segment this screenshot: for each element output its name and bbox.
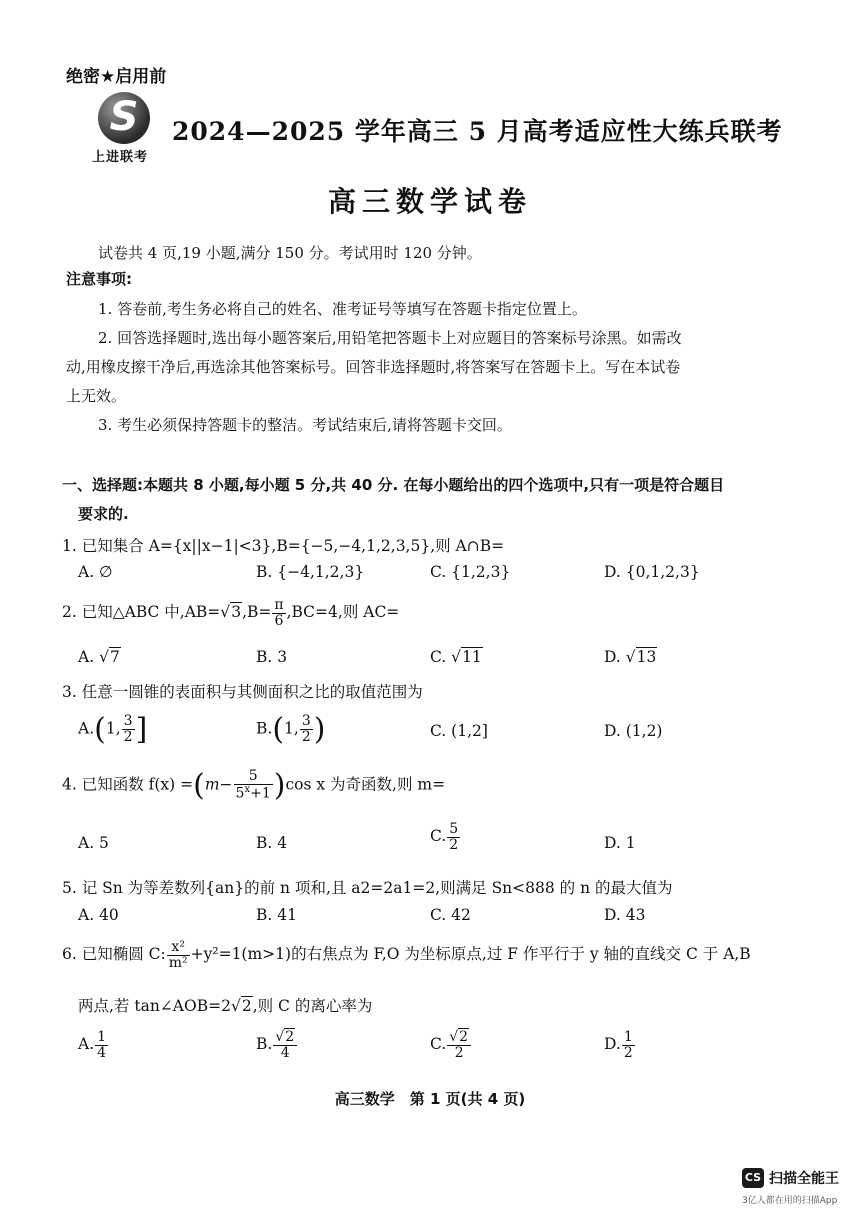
q2-fraction: [272, 598, 285, 628]
q6-b-label: B.: [256, 1035, 273, 1054]
q4-stem-post: cos x 为奇函数,则 m=: [285, 775, 446, 794]
q1-option-d: D. {0,1,2,3}: [604, 563, 700, 581]
question-1-stem: 1. 已知集合 A={x||x−1|<3},B={−5,−4,1,2,3,5},则 A∩B=: [62, 537, 505, 555]
q4-frac-num: 5: [234, 769, 273, 785]
q2-stem-pre: 2. 已知△ABC 中,AB=: [62, 603, 221, 622]
section-heading-line2: 要求的.: [78, 505, 129, 523]
q2-a-radicand: 7: [109, 648, 120, 666]
exam-logo: [94, 92, 158, 166]
q4-den-base: 5: [235, 785, 245, 802]
q6-c-frac-num: √2: [447, 1030, 471, 1046]
q5-option-c: C. 42: [430, 906, 471, 924]
q3-option-c: C. (1,2]: [430, 722, 488, 740]
q6-c-fraction: [447, 1030, 471, 1060]
q3-option-a: [78, 712, 147, 747]
q3-a-inner: 1,: [105, 719, 121, 738]
question-4-stem: [62, 768, 445, 803]
note-3: 3. 考生必须保持答题卡的整洁。考试结束后,请将答题卡交回。: [98, 416, 512, 434]
q4-option-d: D. 1: [604, 834, 636, 852]
q6-d-frac-num: 1: [623, 1029, 633, 1045]
exam-title: 2024—2025 学年高三 5 月高考适应性大练兵联考: [172, 117, 783, 146]
q6-b-frac-den: 4: [280, 1044, 290, 1061]
note-2c: 上无效。: [66, 387, 127, 405]
page-footer: 高三数学 第 1 页(共 4 页): [334, 1090, 526, 1108]
q2-stem-post: ,BC=4,则 AC=: [286, 603, 400, 622]
q4-option-a: A. 5: [78, 834, 109, 852]
q2-option-d: [604, 648, 657, 666]
q6-b-radicand: 2: [285, 1029, 295, 1045]
q2-c-label: C.: [430, 648, 447, 666]
q6-fraction: [167, 940, 190, 970]
q3-a-fraction: [122, 714, 135, 744]
q6-c-radicand: 2: [459, 1029, 469, 1045]
logo-s-icon: S: [109, 94, 139, 140]
q2-d-radicand: 13: [636, 648, 657, 666]
q6-option-b: [256, 1030, 298, 1060]
q6-c-label: C.: [430, 1035, 447, 1054]
q4-stem-pre: 4. 已知函数 f(x) =: [62, 775, 194, 794]
q6-option-c: [430, 1030, 472, 1060]
q6-a-label: A.: [78, 1035, 95, 1054]
q6-d-label: D.: [604, 1035, 621, 1054]
camscanner-subtitle: 3亿人都在用的扫描App: [742, 1196, 838, 1206]
q6-option-a: [78, 1030, 109, 1060]
q3-a-frac-den: 2: [123, 729, 133, 745]
q3-option-d: D. (1,2): [604, 722, 663, 740]
q6-sqrt: √2: [230, 997, 252, 1015]
q2-frac-num: π: [274, 597, 284, 613]
q3-b-open: (: [272, 712, 285, 747]
q6-a-frac-num: 1: [97, 1029, 107, 1045]
q3-a-open: (: [94, 712, 106, 747]
q3-b-frac-den: 2: [301, 729, 311, 745]
note-2b: 动,用橡皮擦干净后,再选涂其他答案标号。回答非选择题时,将答案写在答题卡上。写在本试卷: [66, 358, 681, 376]
q6-line2-pre: 两点,若 tan∠AOB=2: [78, 997, 231, 1015]
q3-b-frac-num: 3: [301, 713, 311, 730]
secret-label: 绝密★启用前: [66, 67, 167, 87]
q4-c-frac-num: 5: [449, 821, 459, 837]
q4-c-frac-den: 2: [449, 836, 459, 853]
q6-a-frac-den: 4: [97, 1044, 107, 1061]
q2-option-b: B. 3: [256, 648, 288, 666]
q3-b-label: B.: [256, 719, 273, 738]
q2-sqrt: √3: [220, 603, 242, 622]
q6-a-fraction: [95, 1030, 108, 1060]
q4-fraction: [234, 769, 273, 801]
q6-stem-post: +y²=1(m>1)的右焦点为 F,O 为坐标原点,过 F 作平行于 y 轴的直线交 C 于 A,B: [190, 945, 751, 964]
q2-a-label: A.: [78, 648, 95, 666]
q4-den-rest: +1: [250, 785, 271, 802]
q2-d-label: D.: [604, 648, 621, 666]
q6-frac-den: m²: [168, 954, 188, 971]
q3-a-label: A.: [78, 719, 95, 738]
q2-d-sqrt: √13: [625, 648, 657, 666]
q4-frac-den: [234, 785, 273, 801]
q3-option-b: [256, 712, 325, 747]
q6-line2-post: ,则 C 的离心率为: [252, 997, 373, 1015]
q6-c-frac-den: 2: [454, 1044, 464, 1061]
logo-text: 上进联考: [92, 150, 149, 165]
q4-open: (: [193, 768, 205, 803]
q4-den-exp: x: [244, 784, 251, 796]
q6-frac-num: x²: [167, 940, 190, 956]
q2-option-c: [430, 648, 483, 666]
q6-b-fraction: [273, 1030, 297, 1060]
question-5-stem: 5. 记 Sn 为等差数列{an}的前 n 项和,且 a2=2a1=2,则满足 Sn<888 的 n 的最大值为: [62, 879, 673, 897]
note-2a: 2. 回答选择题时,选出每小题答案后,用铅笔把答题卡上对应题目的答案标号涂黑。如需改: [98, 329, 682, 347]
question-2-stem: [62, 598, 399, 628]
q6-b-frac-num: √2: [273, 1030, 297, 1046]
section-heading-line1: 一、选择题:本题共 8 小题,每小题 5 分,共 40 分. 在每小题给出的四个选项中,只有一项是符合题目: [62, 476, 725, 494]
q3-a-frac-num: 3: [123, 713, 133, 730]
q3-b-fraction: [300, 714, 313, 744]
q6-d-frac-den: 2: [623, 1044, 633, 1061]
q4-close: ): [273, 768, 286, 803]
question-6-stem: [62, 940, 751, 970]
q4-option-c: [430, 822, 461, 852]
q6-d-fraction: [622, 1030, 635, 1060]
q2-frac-den: 6: [274, 612, 284, 629]
q5-option-b: B. 41: [256, 906, 297, 924]
q2-stem-mid: ,B=: [242, 603, 272, 622]
q2-c-sqrt: √11: [451, 648, 482, 666]
q6-option-d: [604, 1030, 636, 1060]
note-1: 1. 答卷前,考生务必将自己的姓名、准考证号等填写在答题卡指定位置上。: [98, 300, 587, 318]
q5-option-a: A. 40: [78, 906, 119, 924]
q3-b-inner: 1,: [284, 719, 299, 738]
q1-option-a: A. ∅: [78, 563, 113, 581]
q5-option-d: D. 43: [604, 906, 646, 924]
question-6-line2: [78, 994, 372, 1016]
q4-c-label: C.: [430, 827, 447, 846]
camscanner-icon: CS: [742, 1168, 764, 1188]
q1-option-c: C. {1,2,3}: [430, 563, 511, 581]
q2-c-radicand: 11: [462, 648, 482, 666]
q2-radicand: 3: [231, 603, 242, 622]
q1-option-b: B. {−4,1,2,3}: [256, 563, 365, 581]
paper-title: 高三数学试卷: [327, 185, 532, 218]
q3-a-close: ]: [135, 712, 148, 747]
notes-heading: 注意事项:: [66, 270, 132, 288]
q3-b-close: ): [313, 712, 326, 747]
q2-a-sqrt: √7: [99, 648, 120, 666]
intro-text: 试卷共 4 页,19 小题,满分 150 分。考试用时 120 分钟。: [98, 244, 482, 262]
q6-radicand: 2: [241, 997, 252, 1015]
q4-option-b: B. 4: [256, 834, 288, 852]
q6-stem-pre: 6. 已知椭圆 C:: [62, 945, 166, 964]
question-3-stem: 3. 任意一圆锥的表面积与其侧面积之比的取值范围为: [62, 683, 423, 701]
q4-m: m−: [204, 775, 233, 794]
q4-c-fraction: [447, 822, 460, 852]
q2-option-a: [78, 648, 121, 666]
camscanner-name: 扫描全能王: [769, 1171, 839, 1187]
